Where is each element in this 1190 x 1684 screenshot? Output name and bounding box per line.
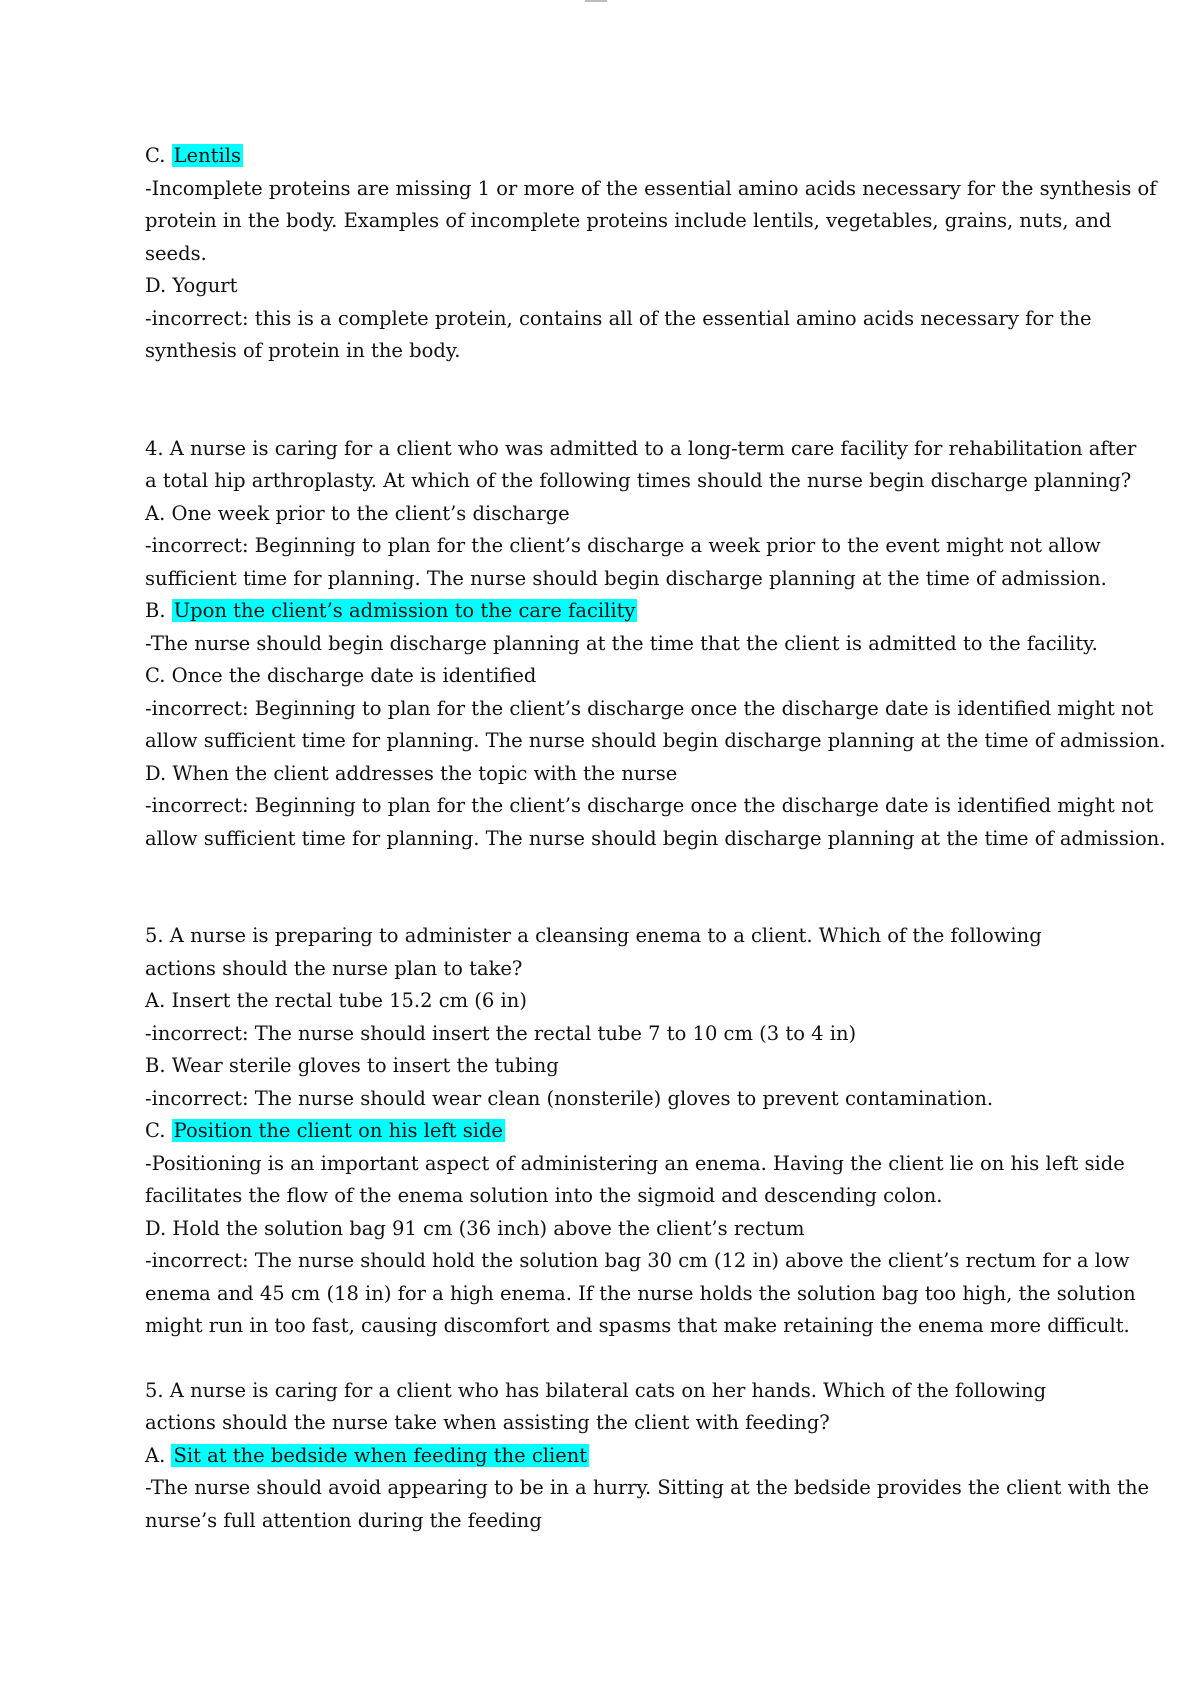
line-text: facilitates the flow of the enema solution into the sigmoid and descending colon. bbox=[145, 1184, 943, 1207]
question-block bbox=[145, 433, 1166, 856]
text-line bbox=[145, 920, 1090, 953]
line-text: -incorrect: The nurse should wear clean (nonsterile) gloves to prevent contamination. bbox=[145, 1086, 994, 1110]
answer-option bbox=[145, 1050, 1090, 1083]
option-letter: D. bbox=[145, 761, 173, 785]
line-text: -incorrect: Beginning to plan for the client’s discharge once the discharge date is identified might not bbox=[145, 696, 1154, 720]
line-text: nurse’s full attention during the feeding bbox=[145, 1508, 542, 1532]
line-text: Once the discharge date is identified bbox=[171, 664, 537, 687]
text-line bbox=[145, 1018, 1090, 1051]
text-line bbox=[145, 1407, 1090, 1440]
text-line bbox=[145, 953, 1090, 986]
text-line bbox=[145, 173, 1157, 206]
highlighted-correct-answer: Upon the client’s admission to the care facility bbox=[173, 599, 636, 622]
highlighted-correct-answer: Sit at the bedside when feeding the client bbox=[173, 1443, 588, 1467]
option-letter: A. bbox=[145, 989, 172, 1012]
line-text: Insert the rectal tube 15.2 cm (6 in) bbox=[171, 989, 527, 1012]
question-block bbox=[145, 920, 1136, 1343]
text-line bbox=[145, 1375, 1090, 1408]
option-letter: B. bbox=[145, 1054, 172, 1077]
answer-option bbox=[145, 498, 1090, 531]
answer-option bbox=[145, 270, 1090, 303]
line-text: 5. A nurse is preparing to administer a cleansing enema to a client. Which of the following bbox=[145, 924, 1042, 947]
answer-option bbox=[145, 1440, 1090, 1473]
line-text: allow sufficient time for planning. The nurse should begin discharge planning at the time of admission. bbox=[145, 729, 1166, 752]
answer-option bbox=[145, 758, 1090, 791]
answer-option bbox=[145, 1213, 1090, 1246]
section-spacer bbox=[145, 1343, 1090, 1375]
highlighted-correct-answer: Lentils bbox=[173, 144, 241, 167]
line-text: actions should the nurse take when assisting the client with feeding? bbox=[145, 1411, 830, 1434]
option-letter: A. bbox=[145, 501, 172, 525]
option-letter: C. bbox=[145, 1119, 172, 1142]
text-line bbox=[145, 823, 1166, 856]
document-body bbox=[145, 140, 1166, 1537]
line-text: Wear sterile gloves to insert the tubing bbox=[171, 1054, 559, 1077]
text-line bbox=[145, 465, 1132, 498]
line-text: actions should the nurse plan to take? bbox=[145, 956, 523, 980]
option-letter: D. bbox=[145, 1216, 173, 1240]
option-letter: C. bbox=[145, 144, 172, 167]
text-line bbox=[145, 1310, 1130, 1343]
text-line bbox=[145, 530, 1101, 563]
text-line bbox=[145, 1245, 1130, 1278]
option-letter: B. bbox=[145, 599, 172, 622]
line-text: sufficient time for planning. The nurse should begin discharge planning at the time of admission. bbox=[145, 566, 1107, 590]
line-text: 5. A nurse is caring for a client who has bilateral cats on her hands. Which of the following bbox=[145, 1378, 1047, 1402]
text-line bbox=[145, 1505, 1090, 1538]
text-line bbox=[145, 693, 1154, 726]
question-block bbox=[145, 140, 1157, 368]
option-letter: A. bbox=[145, 1443, 172, 1467]
section-spacer bbox=[145, 368, 1090, 433]
line-text: -The nurse should begin discharge planning at the time that the client is admitted to the facility. bbox=[145, 631, 1098, 655]
question-block bbox=[145, 1375, 1150, 1538]
answer-option bbox=[145, 1115, 1090, 1148]
text-line bbox=[145, 1083, 1090, 1116]
line-text: -The nurse should avoid appearing to be in a hurry. Sitting at the bedside provides the client with the bbox=[145, 1476, 1150, 1499]
text-line bbox=[145, 725, 1166, 758]
line-text: Yogurt bbox=[172, 274, 238, 297]
line-text: -incorrect: The nurse should insert the rectal tube 7 to 10 cm (3 to 4 in) bbox=[145, 1021, 857, 1045]
answer-option bbox=[145, 660, 1090, 693]
text-line bbox=[145, 1148, 1125, 1181]
line-text: enema and 45 cm (18 in) for a high enema. If the nurse holds the solution bag too high, the solution bbox=[145, 1281, 1136, 1305]
text-line bbox=[145, 1472, 1150, 1505]
line-text: Hold the solution bag 91 cm (36 inch) above the client’s rectum bbox=[172, 1216, 805, 1240]
line-text: -Incomplete proteins are missing 1 or more of the essential amino acids necessary for the synthesis of bbox=[145, 176, 1157, 200]
text-line bbox=[145, 433, 1137, 466]
line-text: allow sufficient time for planning. The nurse should begin discharge planning at the time of admission. bbox=[145, 826, 1166, 850]
text-line bbox=[145, 1180, 1090, 1213]
line-text: a total hip arthroplasty. At which of the following times should the nurse begin discharge planning? bbox=[145, 469, 1132, 492]
text-line bbox=[145, 303, 1090, 336]
text-line bbox=[145, 238, 1090, 271]
line-text: 4. A nurse is caring for a client who was admitted to a long-term care facility for rehabilitation after bbox=[145, 436, 1137, 460]
line-text: might run in too fast, causing discomfort and spasms that make retaining the enema more difficult. bbox=[145, 1314, 1130, 1337]
text-line bbox=[145, 628, 1098, 661]
option-letter: C. bbox=[145, 664, 172, 687]
line-text: protein in the body. Examples of incomplete proteins include lentils, vegetables, grains, nuts, and bbox=[145, 209, 1112, 232]
line-text: One week prior to the client’s discharge bbox=[171, 501, 570, 525]
header-mark bbox=[585, 0, 607, 2]
text-line bbox=[145, 790, 1154, 823]
line-text: -incorrect: The nurse should hold the solution bag 30 cm (12 in) above the client’s rectum for a low bbox=[145, 1249, 1130, 1272]
text-line bbox=[145, 1278, 1136, 1311]
line-text: -incorrect: Beginning to plan for the client’s discharge a week prior to the event might not allow bbox=[145, 534, 1101, 557]
text-line bbox=[145, 563, 1107, 596]
line-text: -Positioning is an important aspect of administering an enema. Having the client lie on his left side bbox=[145, 1151, 1125, 1175]
line-text: synthesis of protein in the body. bbox=[145, 339, 461, 362]
line-text: -incorrect: Beginning to plan for the client’s discharge once the discharge date is identified might not bbox=[145, 794, 1154, 817]
highlighted-correct-answer: Position the client on his left side bbox=[173, 1119, 503, 1142]
line-text: When the client addresses the topic with the nurse bbox=[172, 761, 678, 785]
answer-option bbox=[145, 985, 1090, 1018]
answer-option bbox=[145, 595, 1090, 628]
line-text: seeds. bbox=[145, 241, 207, 265]
answer-option bbox=[145, 140, 1090, 173]
line-text: -incorrect: this is a complete protein, contains all of the essential amino acids necessary for the bbox=[145, 306, 1092, 330]
section-spacer bbox=[145, 855, 1090, 920]
text-line bbox=[145, 335, 1090, 368]
option-letter: D. bbox=[145, 274, 173, 297]
text-line bbox=[145, 205, 1112, 238]
